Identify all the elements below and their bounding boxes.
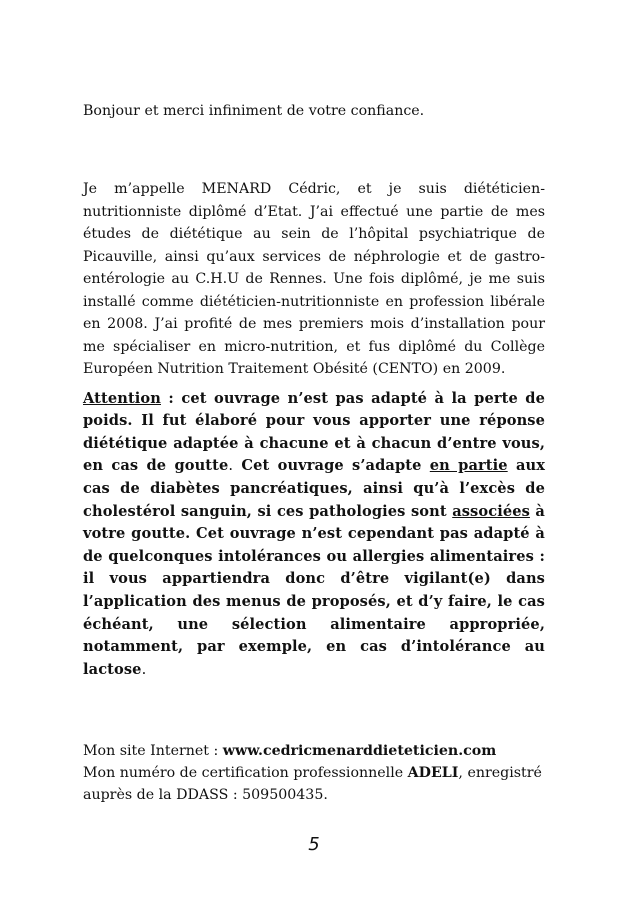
website-label: Mon site Internet : [83,743,223,759]
certification-name: ADELI [407,765,459,781]
warning-emphasis-associees: associées [452,502,530,520]
page-number: 5 [308,834,320,855]
certification-line [83,762,545,784]
intro-paragraph: Je m’appelle MENARD Cédric, et je suis diététicien-nutritionniste diplômé d’Etat. J’ai effectué une partie de mes études de diététique au sein de l’hôpital psychiatrique de Picauville, ainsi qu’aux services de néphrologie et de gastro-entérologie au C.H.U de Rennes. Une fois diplômé, je me suis installé comme diététicien-nutritionniste en profession libérale en 2008. J’ai profité de mes premiers mois d’installation pour me spécialiser en micro-nutrition, et fus diplômé du Collège Européen Nutrition Traitement Obésité (CENTO) en 2009. [83,181,545,378]
certification-suffix: , enregistré [458,765,542,781]
certification-label: Mon numéro de certification professionnelle [83,765,408,781]
certification-number-line: auprès de la DDASS : 509500435. [83,787,328,803]
warning-text-3: aux cas de diabètes pancréatiques, ainsi qu’à l’excès de cholestérol sanguin, si ces pathologies sont [83,457,546,520]
warning-paragraph [83,388,545,682]
warning-text-2: Cet ouvrage s’adapte [233,457,430,475]
warning-text-4: à votre goutte. Cet ouvrage n’est cependant pas adapté à de quelconques intolérances ou allergies alimentaires : il vous appartiendra donc d’être vigilant(e) dans l’application des menus de proposés, et d’y faire, le cas échéant, une sélection alimentaire appropriée, notamment, par exemple, en cas d’intolérance au lactose [83,502,545,678]
warning-emphasis-en-partie: en partie [429,457,508,475]
warning-period-2: . [141,660,147,678]
warning-text-1: : cet ouvrage n’est pas adapté à la perte de poids. Il fut élaboré pour vous apporter une réponse diététique adaptée à chacune et à chacun d’entre vous, en cas de goutte [83,389,545,475]
warning-period-1: . [228,457,234,475]
greeting-paragraph: Bonjour et merci infiniment de votre confiance. [83,103,425,120]
warning-label: Attention [83,389,161,407]
contact-block [83,740,545,806]
website-url: www.cedricmenarddieteticien.com [222,743,497,759]
website-line [83,740,545,762]
